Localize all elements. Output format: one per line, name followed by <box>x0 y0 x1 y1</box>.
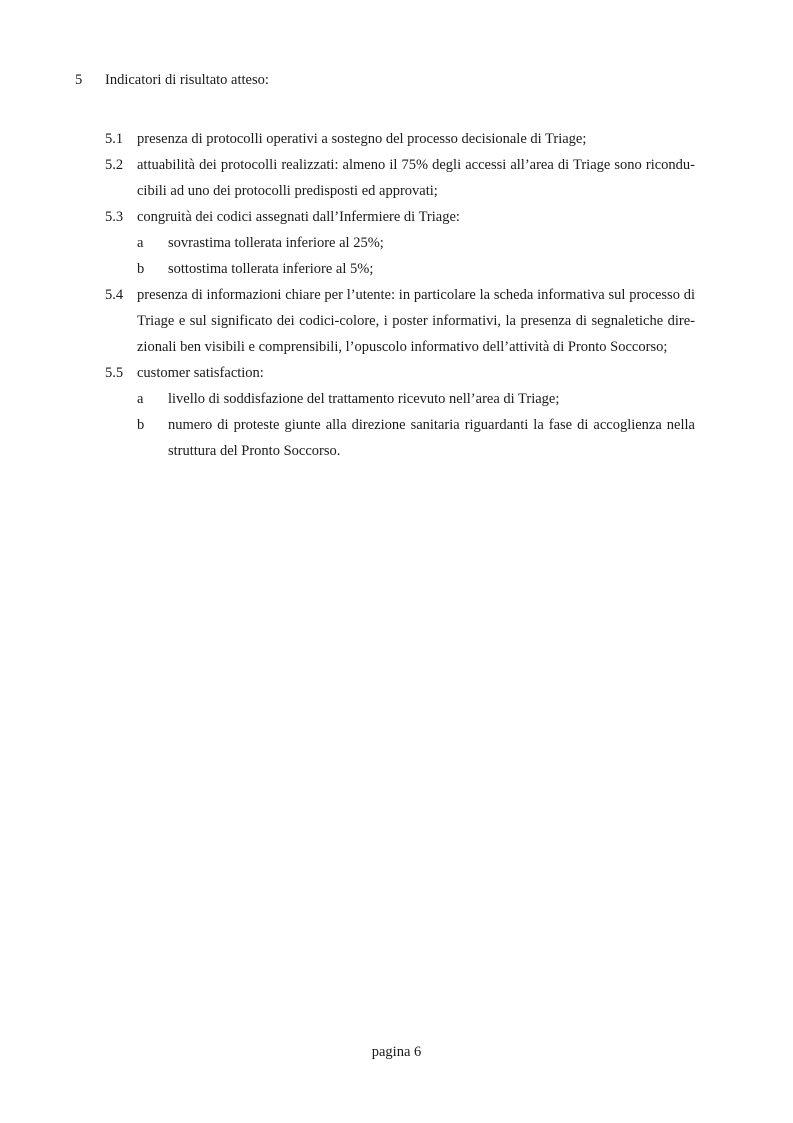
sub-item-text: numero di proteste giunte alla direzione sanitaria riguardanti la fase di accoglienza nella struttura del Pronto Soccorso. <box>168 417 695 459</box>
item-number: 5.3 <box>105 209 124 225</box>
sub-item-letter: a <box>137 235 144 251</box>
indicator-list <box>105 126 695 464</box>
sub-item <box>137 386 695 412</box>
sub-item-text: sovrastima tollerata inferiore al 25%; <box>168 235 384 251</box>
item-text: attuabilità dei protocolli realizzati: almeno il 75% degli accessi all’area di Triage sono ricondu-cibili ad uno dei protocolli predisposti ed approvati; <box>137 157 695 199</box>
section-title: Indicatori di risultato atteso: <box>105 72 269 88</box>
sub-item-text: livello di soddisfazione del trattamento ricevuto nell’area di Triage; <box>168 391 560 407</box>
item-text: congruità dei codici assegnati dall’Infermiere di Triage: <box>137 209 460 225</box>
sub-item <box>137 256 695 282</box>
section-number: 5 <box>75 72 83 88</box>
list-item <box>105 282 695 360</box>
sub-item-letter: b <box>137 261 145 277</box>
sub-item <box>137 230 695 256</box>
list-item <box>105 204 695 282</box>
item-text: presenza di informazioni chiare per l’utente: in particolare la scheda informativa sul processo di Triage e sul significato dei codici-colore, i poster informativi, la presenza di segnaletiche dire-zionali ben visibili e comprensibili, l’opuscolo informativo dell’attività di Pronto Soccorso; <box>137 287 695 355</box>
item-number: 5.1 <box>105 131 124 147</box>
list-item <box>105 360 695 464</box>
sub-item-text: sottostima tollerata inferiore al 5%; <box>168 261 374 277</box>
sub-item <box>137 412 695 464</box>
list-item <box>105 152 695 204</box>
sub-item-letter: b <box>137 417 145 433</box>
page-number: pagina 6 <box>371 1044 422 1060</box>
item-text: customer satisfaction: <box>137 365 264 381</box>
item-number: 5.5 <box>105 365 124 381</box>
item-number: 5.4 <box>105 287 124 303</box>
sub-item-letter: a <box>137 391 144 407</box>
item-text: presenza di protocolli operativi a sostegno del processo decisionale di Triage; <box>137 131 587 147</box>
list-item <box>105 126 695 152</box>
item-number: 5.2 <box>105 157 124 173</box>
